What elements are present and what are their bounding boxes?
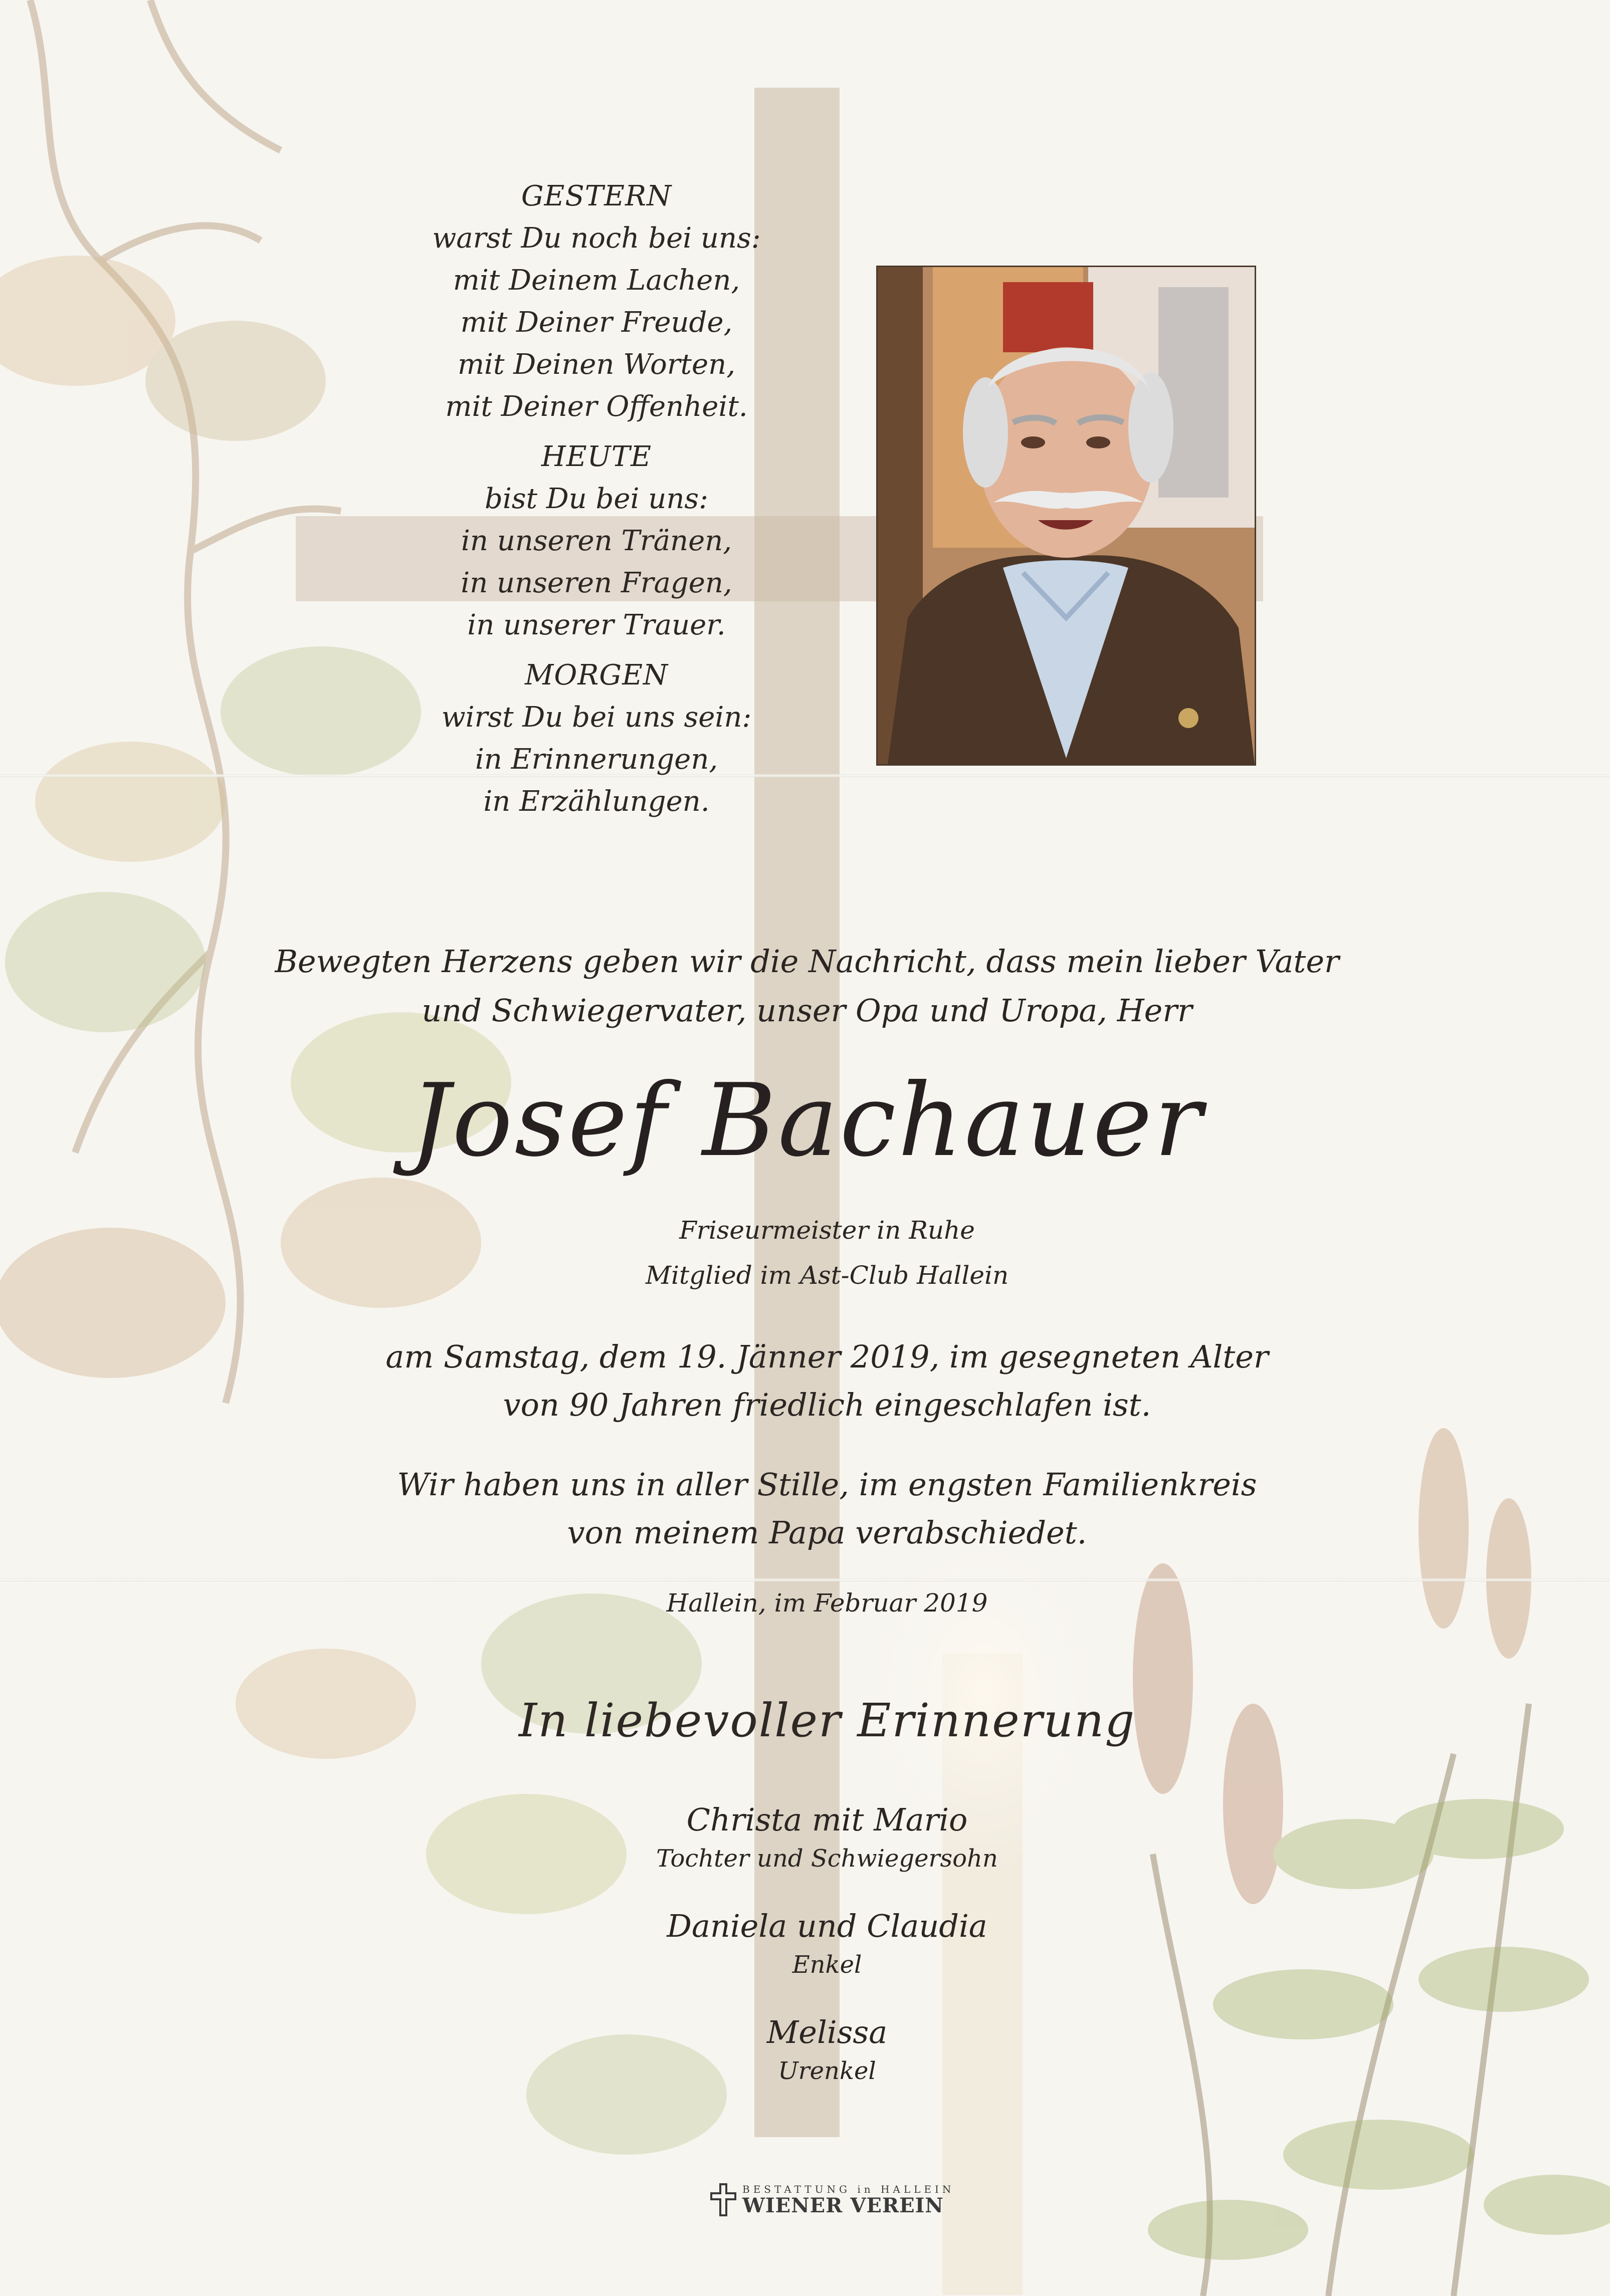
poem-line: in unserer Trauer. [467,609,726,641]
family-list [501,1799,1153,2118]
family-member [501,2011,1153,2089]
poem-line: mit Deinen Worten, [457,348,736,381]
poem-line: in unseren Fragen, [461,567,732,599]
poem-line: in unseren Tränen, [461,525,732,557]
family-member-name: Melissa [766,2014,888,2050]
cross-emblem-icon [709,2182,737,2217]
deceased-title: Friseurmeister in Ruhe [679,1216,975,1245]
stanza-heading: HEUTE [541,440,652,473]
poem-line: in Erinnerungen, [475,743,718,776]
family-member-relation: Tochter und Schwiegersohn [656,1845,998,1873]
intro-line: und Schwiegervater, unser Opa und Uropa, Herr [422,992,1192,1029]
logo-line-2: WIENER VEREIN [742,2194,944,2217]
death-line: am Samstag, dem 19. Jänner 2019, im gesegneten Alter [385,1338,1269,1375]
announcement-intro [200,937,1414,1035]
farewell-notice [251,1461,1403,1557]
intro-line: Bewegten Herzens geben wir die Nachricht, dass mein lieber Vater [275,943,1339,980]
funeral-home-logo [709,2180,970,2220]
stanza-heading: GESTERN [521,180,672,212]
family-member-relation: Enkel [792,1951,862,1979]
deceased-subtitle [451,1208,1203,1298]
family-member [501,1799,1153,1876]
deceased-name: Josef Bachauer [410,1062,1204,1179]
poem-line: wirst Du bei uns sein: [441,701,752,734]
death-notice [251,1333,1403,1429]
family-member [501,1905,1153,1982]
poem [391,175,802,831]
poem-stanza [391,436,802,646]
paper-fold-line [0,774,1610,777]
portrait-photo [876,266,1256,766]
family-member-name: Daniela und Claudia [667,1908,987,1944]
farewell-line: Wir haben uns in aller Stille, im engsten Familienkreis [397,1466,1257,1503]
family-member-name: Christa mit Mario [686,1801,968,1838]
logo-text [742,2183,954,2216]
poem-line: warst Du noch bei uns: [432,222,761,255]
death-line: von 90 Jahren friedlich eingeschlafen ist. [503,1387,1151,1423]
poem-line: mit Deiner Offenheit. [445,390,748,423]
stanza-heading: MORGEN [524,659,669,692]
farewell-line: von meinem Papa verabschiedet. [567,1514,1087,1551]
logo-line-1: BESTATTUNG in HALLEIN [742,2183,955,2195]
poem-stanza [391,654,802,823]
poem-line: mit Deiner Freude, [460,306,733,339]
closing-phrase: In liebevoller Erinnerung [518,1694,1136,1747]
deceased-membership: Mitglied im Ast-Club Hallein [645,1261,1009,1290]
paper-fold-line [0,1578,1610,1581]
poem-line: bist Du bei uns: [484,483,708,515]
family-member-relation: Urenkel [778,2057,876,2085]
poem-stanza [391,175,802,428]
place-date: Hallein, im Februar 2019 [666,1588,988,1618]
poem-line: mit Deinem Lachen, [453,264,740,297]
poem-line: in Erzählungen. [483,785,710,818]
